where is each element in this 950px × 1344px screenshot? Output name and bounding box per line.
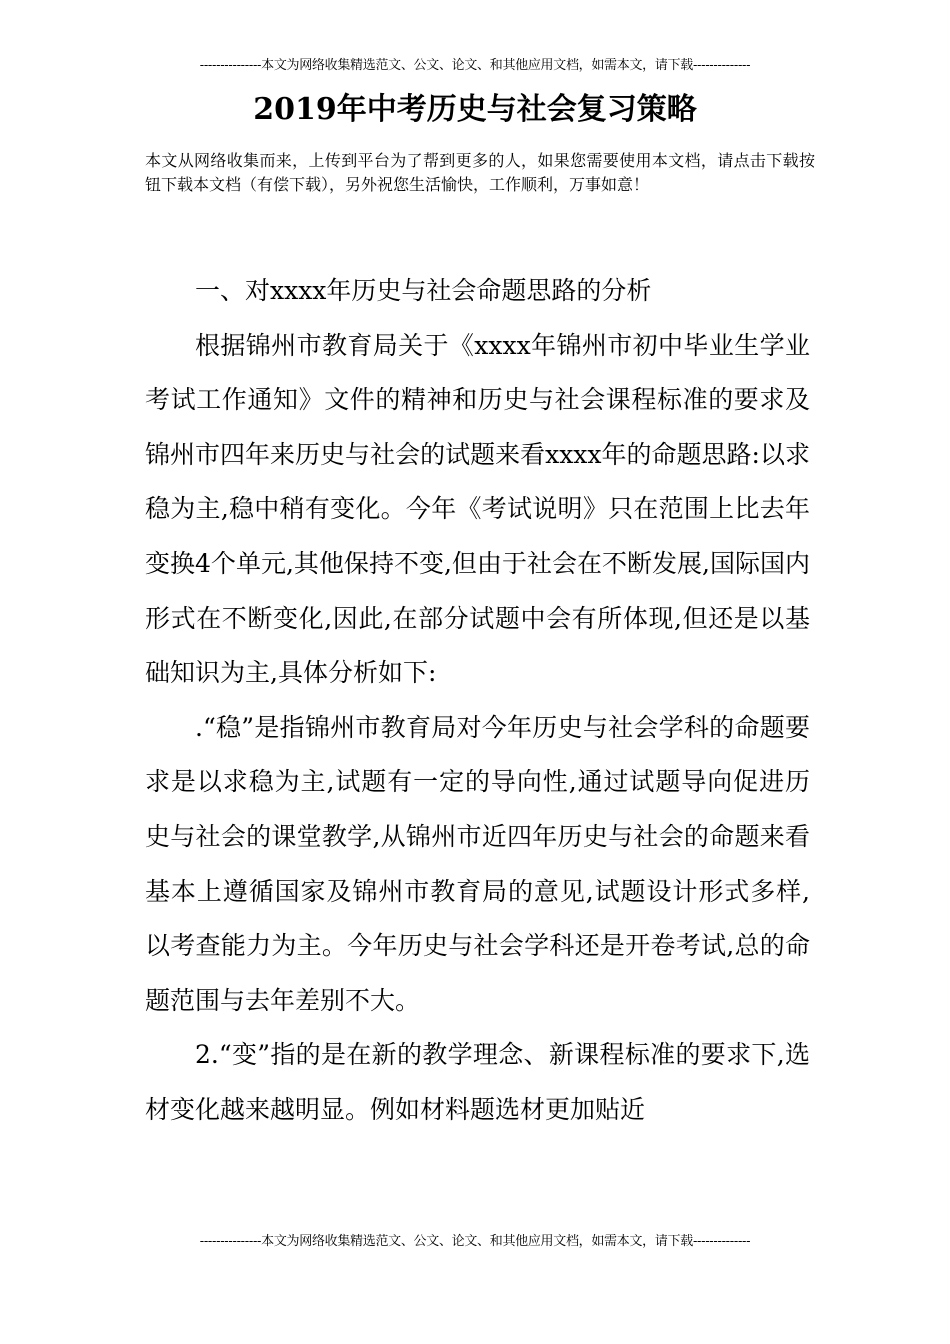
body-paragraph: 2.“变”指的是在新的教学理念、新课程标准的要求下,选材变化越来越明显。例如材料题选材更加贴近 <box>145 1040 810 1124</box>
body-paragraph: .“稳”是指锦州市教育局对今年历史与社会学科的命题要求是以求稳为主,试题有一定的导向性,通过试题导向促进历史与社会的课堂教学,从锦州市近四年历史与社会的命题来看基本上遵循国家及锦州市教育局的意见,试题设计形式多样,以考查能力为主。今年历史与社会学科还是开卷考试,总的命题范围与去年差别不大。 <box>145 712 810 1015</box>
running-header: ---------------本文为网络收集精选范文、公文、论文、和其他应用文档，如需本文，请下载-------------- <box>199 58 751 73</box>
section-heading: 一、对xxxx年历史与社会命题思路的分析 <box>195 276 652 305</box>
document-title: 2019年中考历史与社会复习策略 <box>253 92 697 127</box>
body-paragraph: 根据锦州市教育局关于《xxxx年锦州市初中毕业生学业考试工作通知》文件的精神和历史与社会课程标准的要求及锦州市四年来历史与社会的试题来看xxxx年的命题思路:以求稳为主,稳中稍有变化。今年《考试说明》只在范围上比去年变换4个单元,其他保持不变,但由于社会在不断发展,国际国内形式在不断变化,因此,在部分试题中会有所体现,但还是以基础知识为主,具体分析如下: <box>145 330 810 688</box>
intro-note: 本文从网络收集而来，上传到平台为了帮到更多的人，如果您需要使用本文档，请点击下载按钮下载本文档（有偿下载），另外祝您生活愉快，工作顺利，万事如意！ <box>145 151 815 194</box>
running-footer: ---------------本文为网络收集精选范文、公文、论文、和其他应用文档，如需本文，请下载-------------- <box>199 1234 751 1249</box>
document-body <box>145 264 810 1138</box>
